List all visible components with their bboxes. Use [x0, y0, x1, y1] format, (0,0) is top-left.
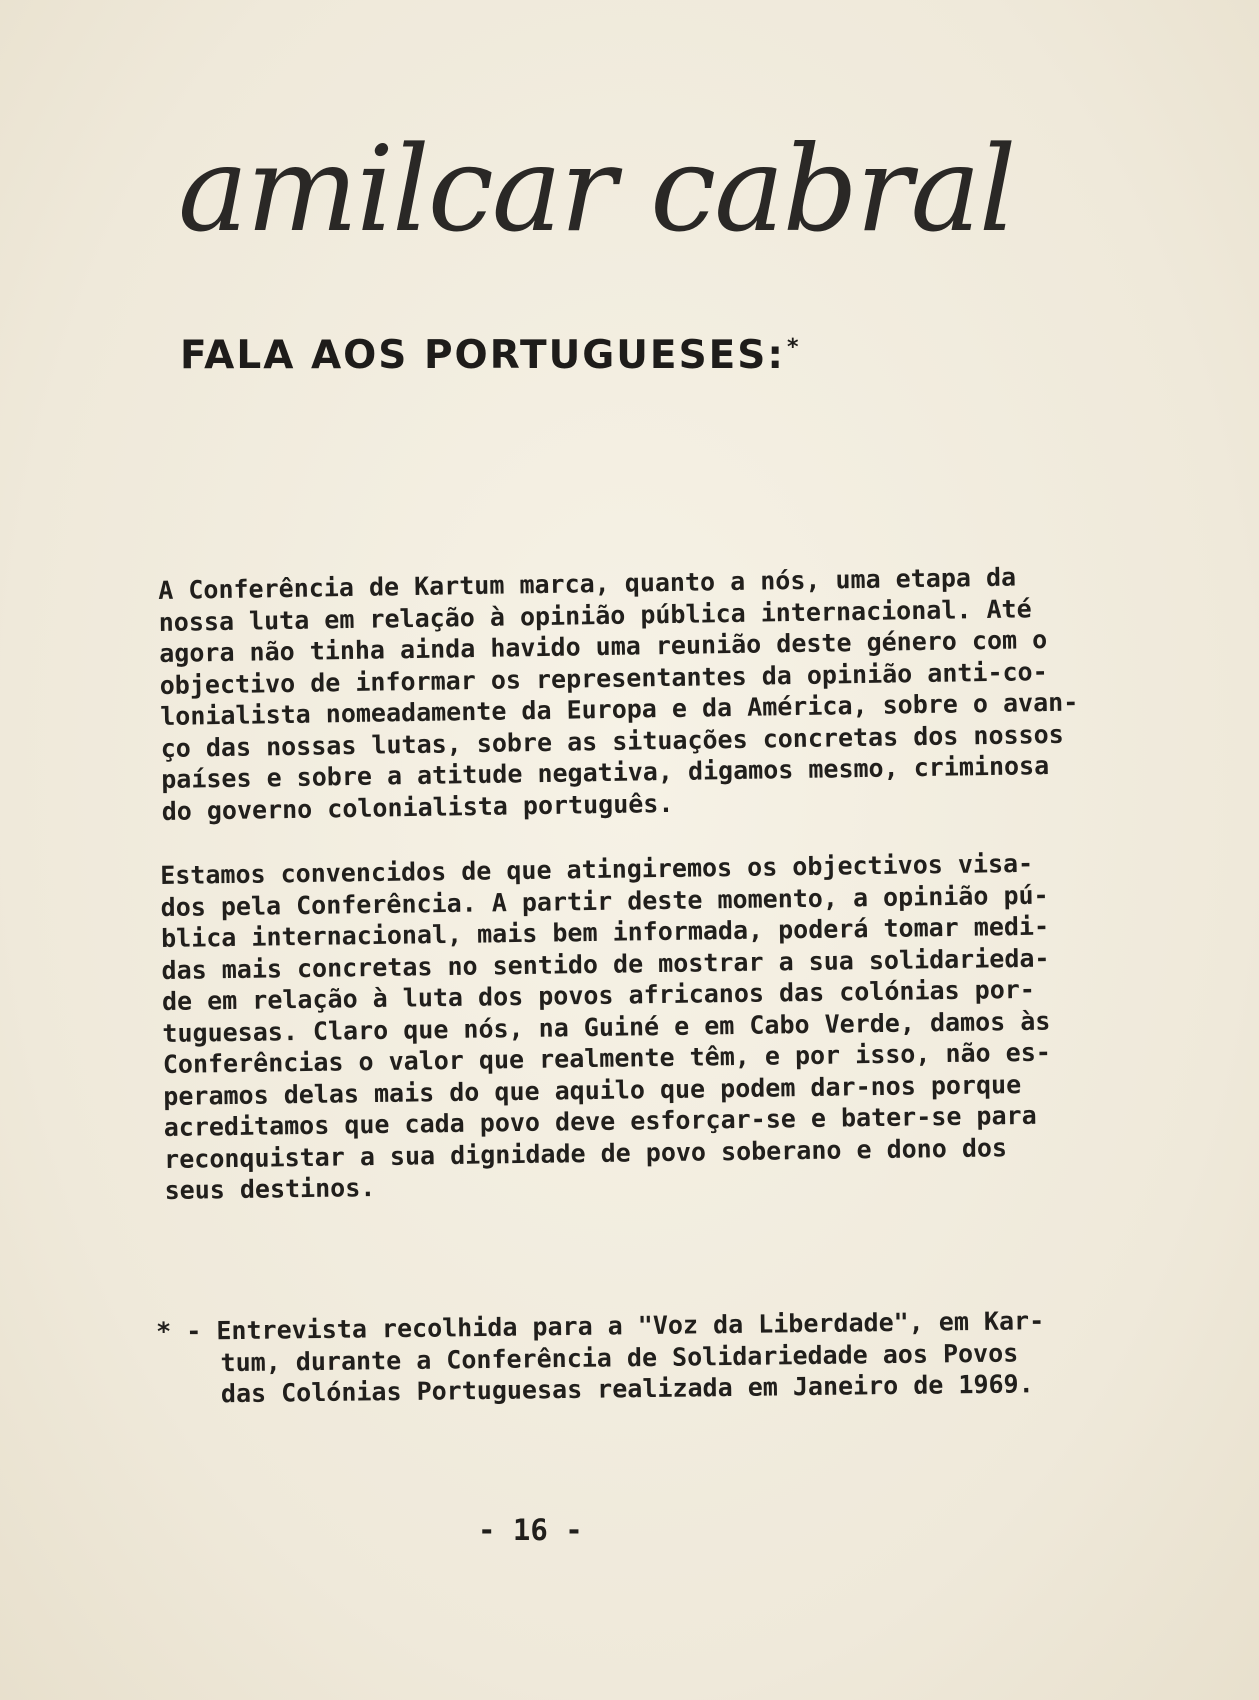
paragraph-1-line: objectivo de informar os representantes da opinião anti-co- [159, 656, 1048, 700]
paragraph-2-line: peramos delas mais do que aquilo que podem dar-nos porque [163, 1069, 1022, 1111]
footnote [156, 1304, 1157, 1411]
footnote-line: das Colónias Portuguesas realizada em Janeiro de 1969. [220, 1369, 1034, 1409]
page-title: amilcar cabral [178, 120, 1015, 258]
paragraph-2-line: das mais concretas no sentido de mostrar a sua solidarieda- [161, 943, 1050, 985]
paragraph-2-line: Estamos convencidos de que atingiremos os objectivos visa- [160, 848, 1034, 890]
paragraph-1-line: do governo colonialista português. [161, 788, 674, 826]
footnote-marker: * [787, 335, 801, 360]
page-number: - 16 - [478, 1513, 583, 1547]
paragraph-1 [158, 559, 1162, 827]
page-subtitle [180, 333, 801, 378]
subtitle-text: FALA AOS PORTUGUESES: [180, 333, 785, 378]
paragraph-1-line: países e sobre a atitude negativa, digamos mesmo, criminosa [160, 751, 1050, 794]
paragraph-1-line: A Conferência de Kartum marca, quanto a nós, uma etapa da [158, 562, 1017, 605]
paragraph-2-line: acreditamos que cada povo deve esforçar-se e bater-se para [163, 1100, 1037, 1142]
paragraph-2-line: Conferências o valor que realmente têm, e por isso, não es- [162, 1037, 1052, 1079]
paragraph-1-line: lonialista nomeadamente da Europa e da América, sobre o avan- [159, 687, 1079, 731]
paragraph-2-line: seus destinos. [164, 1173, 376, 1205]
paragraph-2-line: dos pela Conferência. A partir deste momento, a opinião pú- [160, 880, 1049, 922]
paragraph-2-line: reconquistar a sua dignidade de povo soberano e dono dos [163, 1132, 1008, 1174]
footnote-line: * - Entrevista recolhida para a "Voz da Liberdade", em Kar- [156, 1306, 1045, 1346]
paragraph-2-line: blica internacional, mais bem informada, poderá tomar medi- [160, 911, 1050, 953]
footnote-line: tum, durante a Conferência de Solidariedade aos Povos [220, 1337, 1019, 1377]
paragraph-2 [160, 846, 1165, 1206]
paragraph-2-line: tuguesas. Claro que nós, na Guiné e em Cabo Verde, damos às [162, 1006, 1051, 1048]
paragraph-1-line: ço das nossas lutas, sobre as situações concretas dos nossos [160, 719, 1064, 763]
paragraph-2-line: de em relação à luta dos povos africanos das colónias por- [161, 974, 1036, 1016]
paragraph-1-line: nossa luta em relação à opinião pública internacional. Até [158, 593, 1032, 637]
paragraph-1-line: agora não tinha ainda havido uma reunião deste género com o [159, 625, 1048, 668]
